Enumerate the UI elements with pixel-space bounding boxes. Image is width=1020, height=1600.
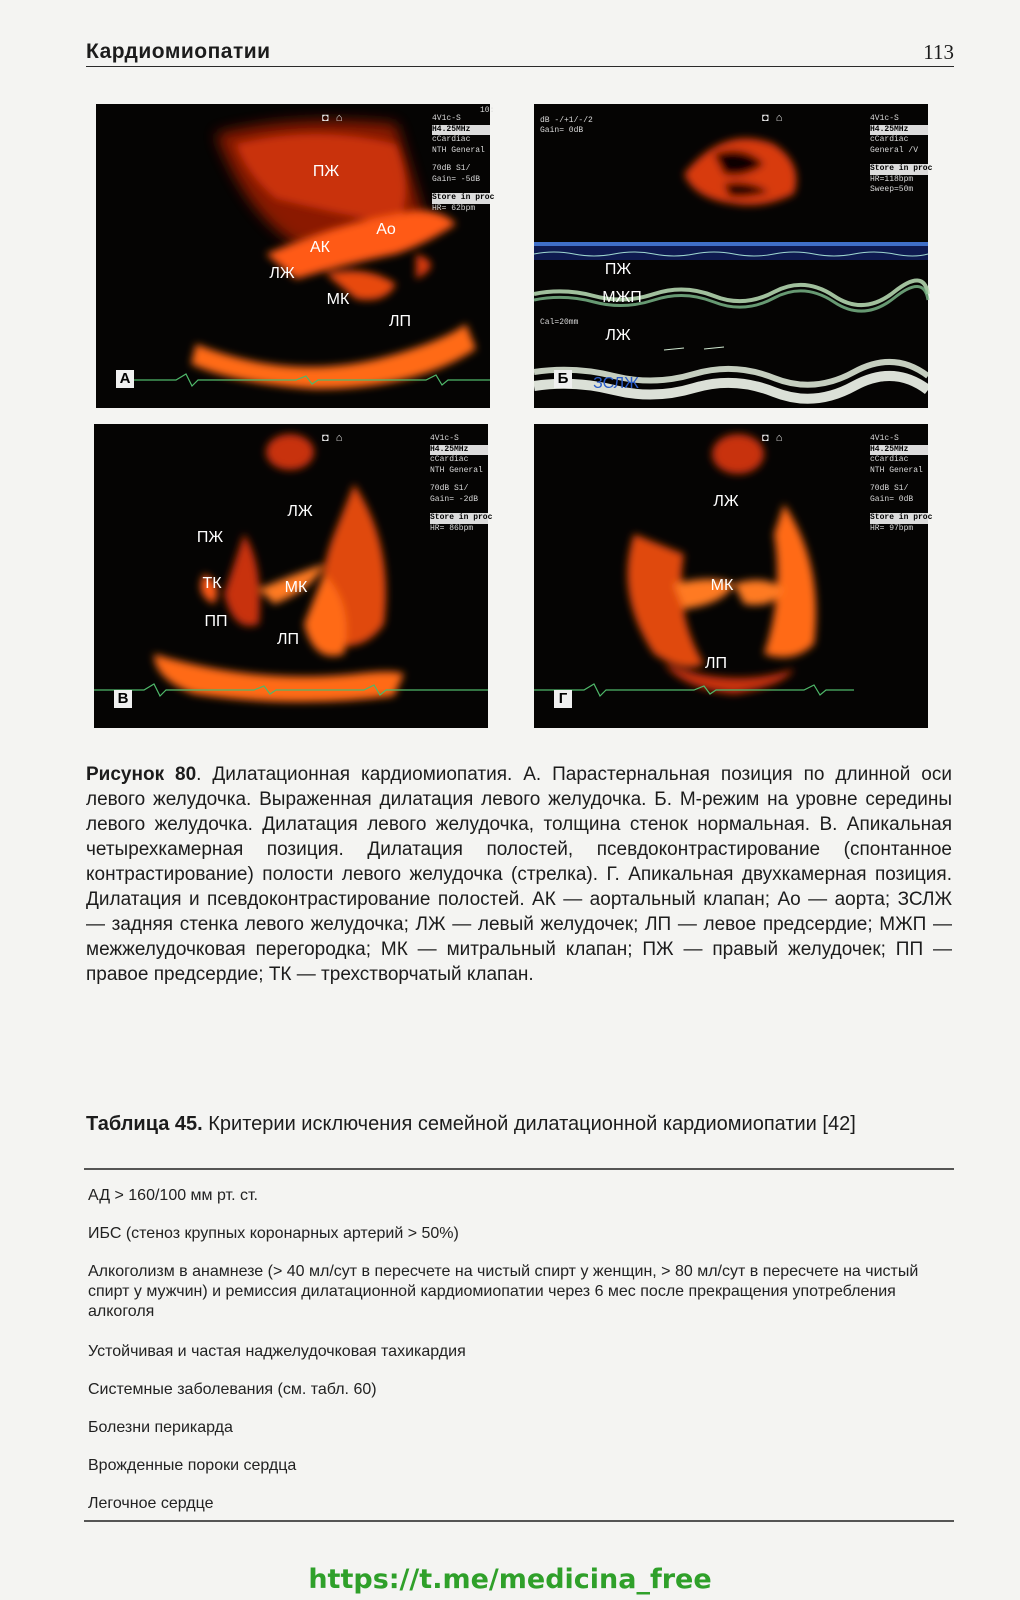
echo-image-c: [94, 424, 493, 728]
figure-caption: [86, 762, 952, 987]
table-row: Системные заболевания (см. табл. 60): [88, 1381, 377, 1398]
scanner-info-d: 4V1c-S H4.25MHz cCardiac NTH General 70dB S1/ Gain= 0dB Store in proc HR= 97bpm: [870, 434, 933, 533]
table-row: АД > 160/100 мм рт. ст.: [88, 1187, 258, 1204]
panel-letter-a: А: [116, 370, 134, 388]
label-pp: ПП: [204, 613, 228, 630]
label-mk: МК: [326, 291, 350, 308]
panel-letter-d: Г: [554, 690, 572, 708]
table-label: Таблица 45.: [86, 1113, 203, 1135]
label-pzh: ПЖ: [604, 261, 632, 278]
panel-letter-b: Б: [554, 370, 572, 388]
label-lzh: ЛЖ: [605, 327, 631, 344]
table-row: Легочное сердце: [88, 1495, 214, 1512]
label-ak: АК: [310, 239, 330, 256]
table-row: Болезни перикарда: [88, 1419, 233, 1436]
probe-icon: ◘ ⌂: [762, 432, 785, 444]
label-lzh: ЛЖ: [269, 265, 295, 282]
table-title-text: Критерии исключения семейной дилатационной кардиомиопатии [42]: [202, 1113, 856, 1135]
depth-readout: 10:: [480, 106, 495, 115]
label-lp: ЛП: [389, 313, 411, 330]
label-mk: МК: [710, 577, 734, 594]
label-lzh: ЛЖ: [287, 503, 313, 520]
label-lp: ЛП: [277, 631, 299, 648]
telegram-link[interactable]: https://t.me/medicina_free: [308, 1564, 712, 1595]
echo-panel-b: [534, 104, 933, 408]
scanner-info-a: 4V1c-S H4.25MHz cCardiac NTH General 70dB S1/ Gain= -5dB Store in proc HR= 62bpm: [432, 114, 495, 213]
probe-icon: ◘ ⌂: [322, 112, 345, 124]
table-top-rule: [84, 1168, 954, 1170]
scanner-settings-b: dB -/+1/-/2 Gain= 0dB: [540, 116, 593, 135]
label-zslzh: ЗСЛЖ: [593, 375, 639, 392]
running-title: Кардиомиопатии: [86, 40, 271, 63]
label-tk: ТК: [202, 575, 222, 592]
panel-letter-c: В: [114, 690, 132, 708]
table-bottom-rule: [84, 1520, 954, 1522]
scanner-info-c: 4V1c-S H4.25MHz cCardiac NTH General 70dB S1/ Gain= -2dB Store in proc HR= 86bpm: [430, 434, 493, 533]
echo-image-d: [534, 424, 933, 728]
echo-panel-a: [96, 104, 495, 408]
caption-text: . Дилатационная кардиомиопатия. А. Парастернальная позиция по длинной оси левого желудочка. Выраженная дилатация левого желудочка. Б. М-режим на уровне середины левого желудочка. Дилатация левого желудочка, толщина стенок нормальная. В. Апикальная четырехкамерная позиция. Дилатация полостей, псевдоконтрастирование (спонтанное контрастирование) полости левого желудочка (стрелка). Г. Апикальная двухкамерная позиция. Дилатация и псевдоконтрастирование полостей. АК — аортальный клапан; Ао — аорта; ЗСЛЖ — задняя стенка левого желудочка; ЛЖ — левый желудочек; ЛП — левое предсердие; МЖП — межжелудочковая перегородка; МК — митральный клапан; ПЖ — правый желудочек; ПП — правое предсердие; ТК — трехстворчатый клапан.: [86, 764, 952, 985]
label-pzh: ПЖ: [196, 529, 224, 546]
label-lzh: ЛЖ: [713, 493, 739, 510]
echo-image-b: [534, 104, 933, 408]
label-ao: Ао: [376, 221, 396, 238]
page-number: 113: [923, 40, 954, 64]
calibration-readout: Cal=20mm: [540, 318, 579, 327]
probe-icon: ◘ ⌂: [762, 112, 785, 124]
caption-label: Рисунок 80: [86, 764, 197, 785]
echo-image-a: [96, 104, 495, 408]
label-lp: ЛП: [705, 655, 727, 672]
label-pzh: ПЖ: [312, 163, 340, 180]
echo-panel-d: [534, 424, 933, 728]
table-row: ИБС (стеноз крупных коронарных артерий > 50%): [88, 1225, 459, 1242]
table-row: Алкоголизм в анамнезе (> 40 мл/сут в пересчете на чистый спирт у женщин, > 80 мл/сут в пересчете на чистый спирт у мужчин) и ремиссия дилатационной кардиомиопатии через 6 мес после прекращения употребления алкоголя: [88, 1263, 919, 1320]
table-row: Устойчивая и частая наджелудочковая тахикардия: [88, 1343, 466, 1360]
label-mk: МК: [284, 579, 308, 596]
table-title: [86, 1112, 952, 1137]
scanner-info-b: 4V1c-S H4.25MHz cCardiac General /V Store in proc HR=118bpm Sweep=50m: [870, 114, 933, 194]
page-header: [86, 36, 954, 67]
probe-icon: ◘ ⌂: [322, 432, 345, 444]
label-mzhp: МЖП: [602, 289, 642, 306]
echo-panel-c: [94, 424, 493, 728]
table-row: Врожденные пороки сердца: [88, 1457, 297, 1474]
